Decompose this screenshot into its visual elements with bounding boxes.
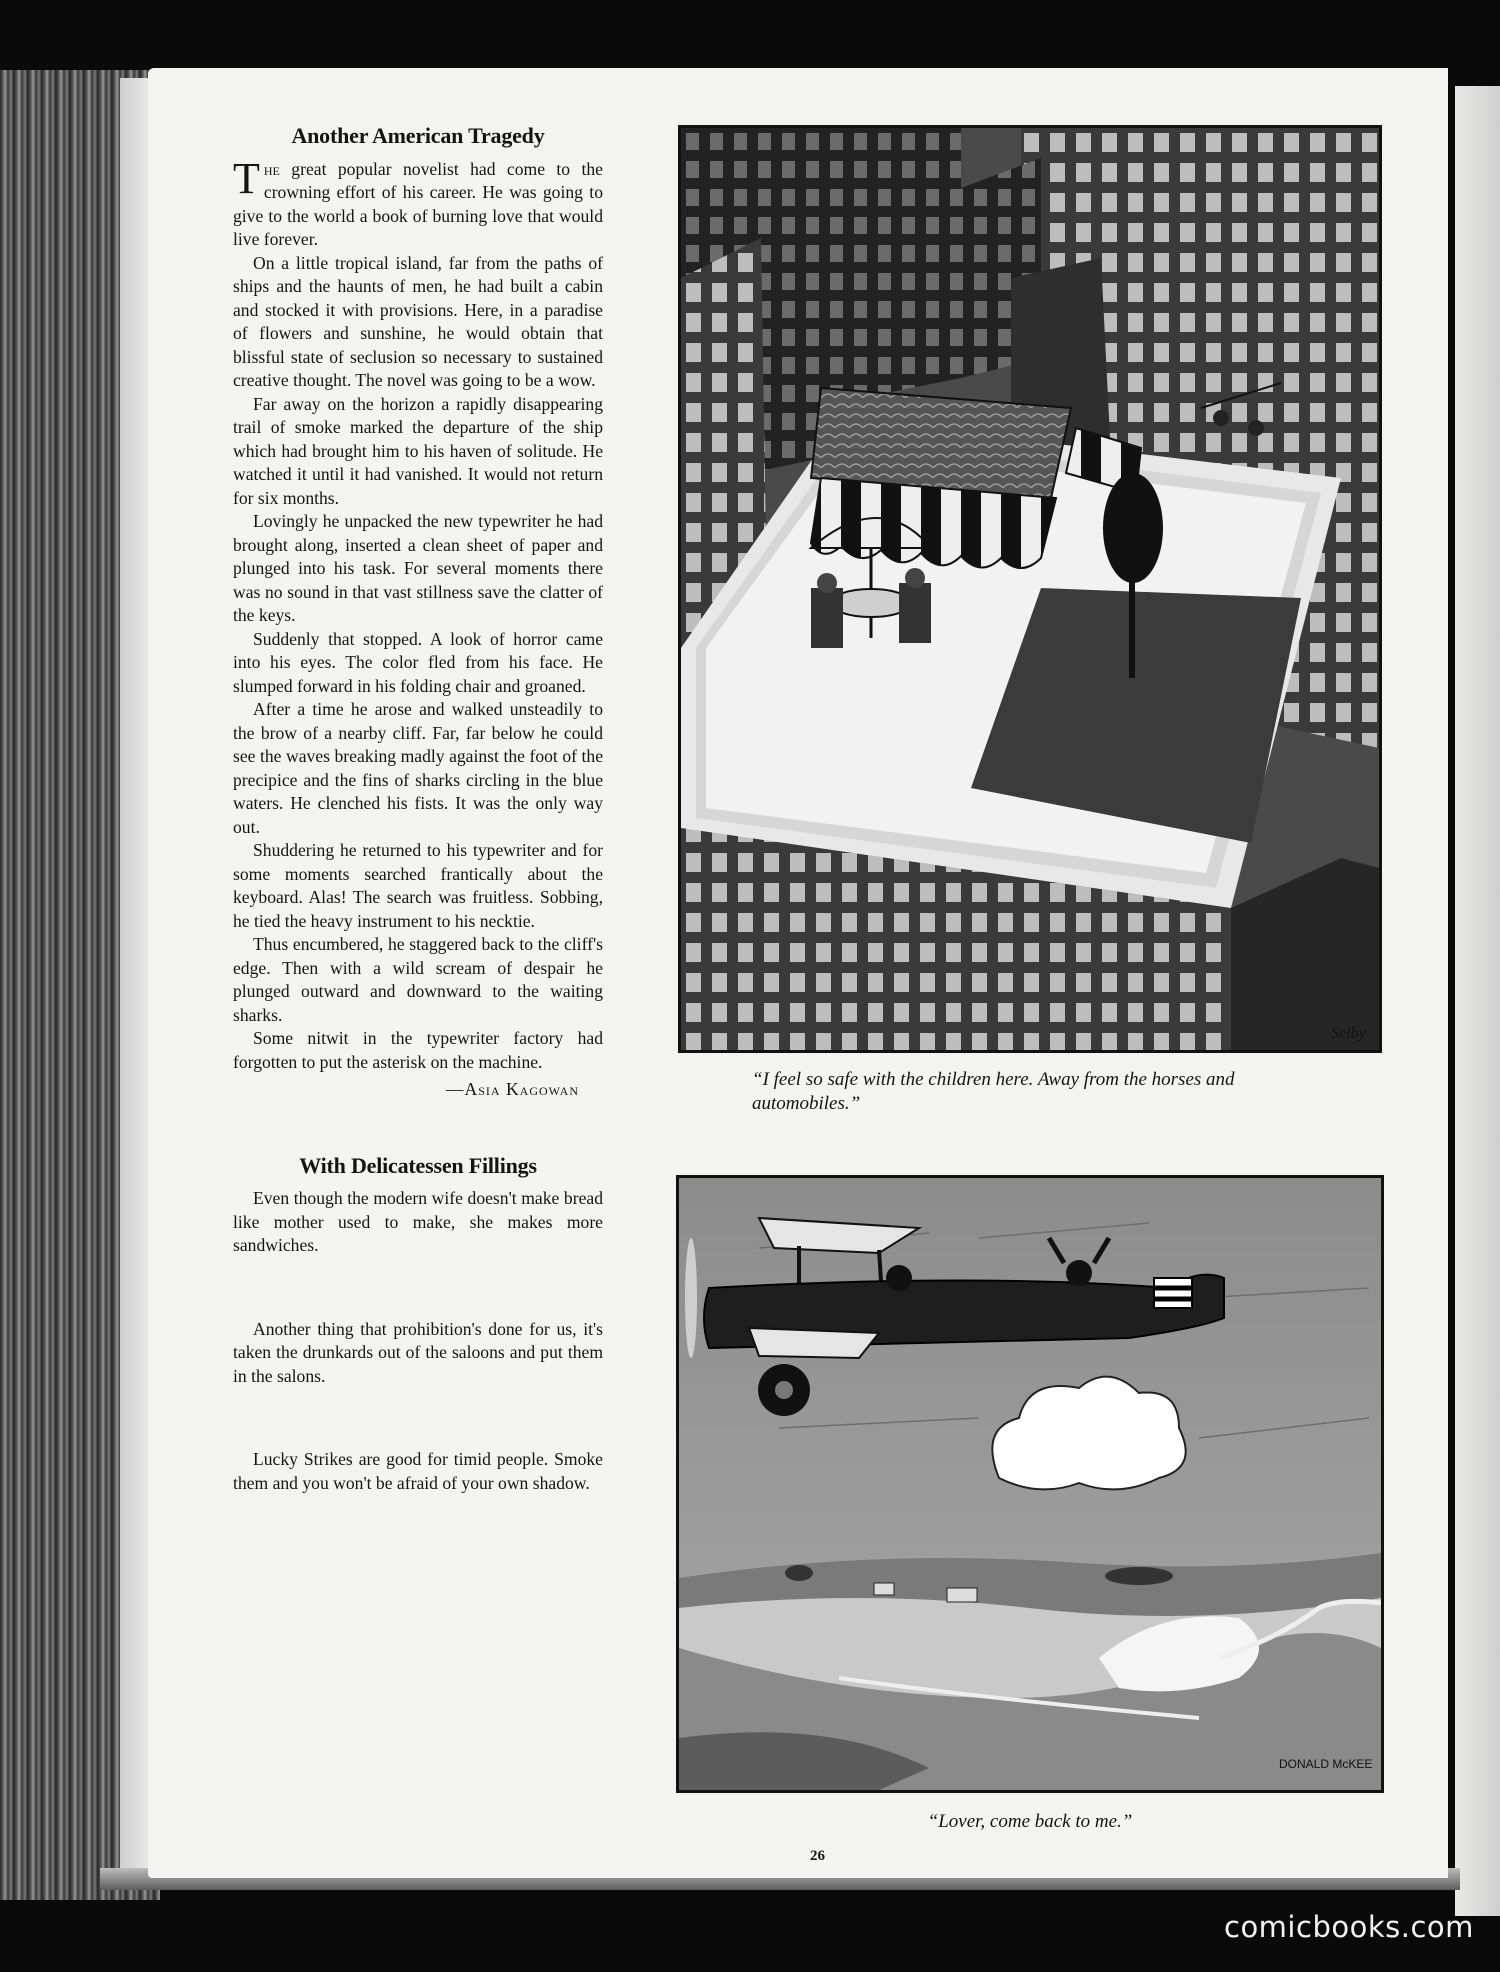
cartoon-caption: “Lover, come back to me.” xyxy=(927,1811,1133,1832)
joke-paragraph: Lucky Strikes are good for timid people. Smoke them and you won't be afraid of your own shadow. xyxy=(233,1449,603,1493)
article-paragraph: Some nitwit in the typewriter factory had forgotten to put the asterisk on the machine. xyxy=(233,1028,603,1072)
page-number: 26 xyxy=(810,1848,825,1864)
joke-paragraph: Another thing that prohibition's done for us, it's taken the drunkards out of the saloons and put them in the salons. xyxy=(233,1318,603,1386)
artist-signature: DONALD McKEE xyxy=(1279,1757,1373,1771)
article-paragraph: On a little tropical island, far from the paths of ships and the haunts of men, he had built a cabin and stocked it with provisions. Here, in a paradise of flowers and sunshine, he would obtain that blissful state of seclusion so necessary to sustained creative thought. The novel was going to be a wow. xyxy=(233,252,603,390)
article-paragraph: Suddenly that stopped. A look of horror came into his eyes. The color fled from his face. He slumped forward in his folding chair and groaned. xyxy=(233,628,603,696)
article-paragraph: Lovingly he unpacked the new typewriter he had brought along, inserted a clean sheet of paper and plunged into his task. For several moments there was no sound in that vast stillness save the clatter of the keys. xyxy=(233,511,603,625)
facing-page-edge xyxy=(1455,86,1500,1916)
joke-paragraph: Even though the modern wife doesn't make bread like mother used to make, she makes more sandwiches. xyxy=(233,1188,603,1255)
rooftop-illustration xyxy=(681,128,1379,1050)
article-paragraph: After a time he arose and walked unsteadily to the brow of a nearby cliff. Far, far below he could see the waves breaking madly against the foot of the precipice and the fins of sharks circling in the blue waters. He clenched his fists. It was the only way out. xyxy=(233,699,603,837)
article-byline: —Asia Kagowan xyxy=(445,1079,579,1099)
text-column xyxy=(233,118,603,1495)
airplane-cartoon xyxy=(676,1175,1384,1793)
airplane-illustration xyxy=(679,1178,1381,1790)
article-title: With Delicatessen Fillings xyxy=(299,1152,537,1178)
article-title: Another American Tragedy xyxy=(291,123,545,148)
article-paragraph xyxy=(233,153,603,252)
lead-in-smallcaps: he xyxy=(263,158,280,179)
article-paragraph: Shuddering he returned to his typewriter and for some moments searched frantically about the keyboard. Alas! The search was fruitless. Sobbing, he tied the heavy instrument to his necktie. xyxy=(233,840,603,931)
drop-cap: T xyxy=(233,153,260,203)
article-paragraph: Far away on the horizon a rapidly disappearing trail of smoke marked the departure of the ship which had brought him to his haven of solitude. He watched it until it had vanished. It would not return for six months. xyxy=(233,393,603,508)
site-watermark: comicbooks.com xyxy=(1224,1910,1474,1944)
article-paragraph: Thus encumbered, he staggered back to the cliff's edge. Then with a wild scream of despair he plunged outward and downward to the waiting sharks. xyxy=(233,934,603,1025)
artist-signature: Selby xyxy=(1331,1025,1366,1042)
lead-in-text: great popular novelist had come to the crowning effort of his career. He was going to give to the world a book of burning love that would live forever. xyxy=(233,158,603,249)
cartoon-caption: “I feel so safe with the children here. Away from the horses and automobiles.” xyxy=(752,1069,1235,1114)
rooftop-cartoon xyxy=(678,125,1382,1053)
